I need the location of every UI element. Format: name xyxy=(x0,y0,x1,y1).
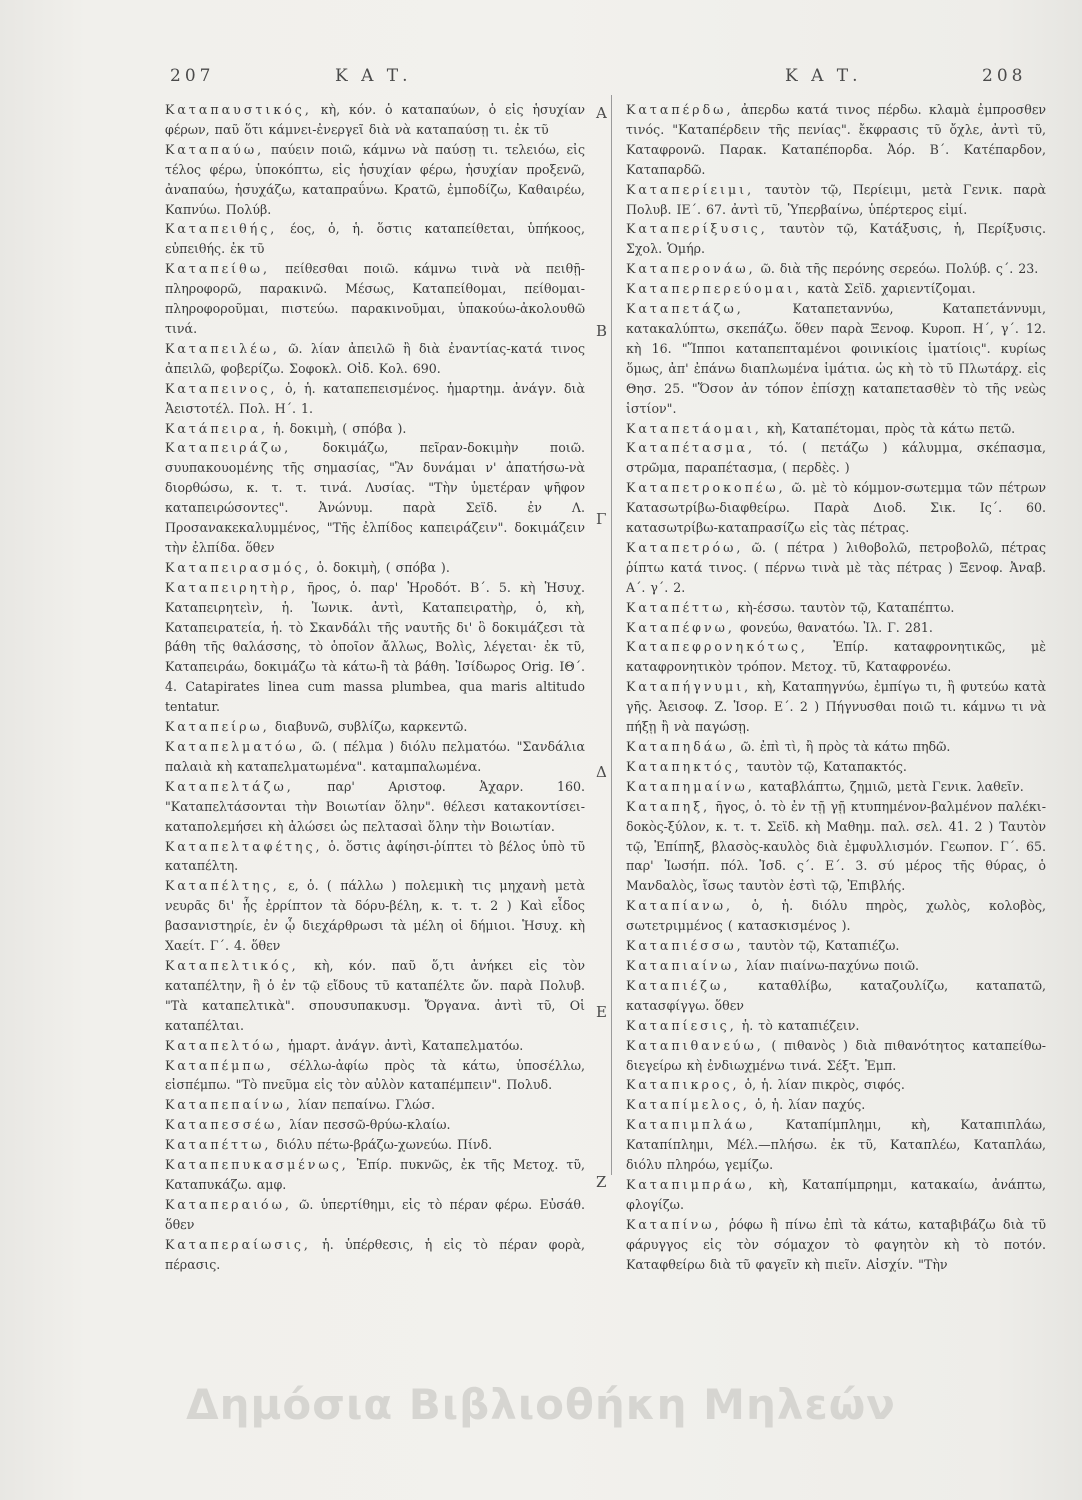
entry-definition: κὴ, Καταπέτομαι, πρὸς τὰ κάτω πετῶ. xyxy=(761,420,1016,436)
entry-headword: Καταπεπαίνω, xyxy=(165,1097,293,1113)
entry-headword: Καταπέττω, xyxy=(626,599,733,615)
dictionary-entry xyxy=(626,1175,1046,1215)
entry-definition: πείθεσθαι ποιῶ. κάμνω τινὰ νὰ πειθῇ-πληροφορῶ, παρακινῶ. Μέσως, Καταπείθομαι, πείθομαι-πληροφοροῦμαι, πιστεύω. παρακινοῦμαι, ὑπακούω-ἀκολουθῶ τινά. xyxy=(165,261,585,336)
entry-headword: Καταπετάομαι, xyxy=(626,420,762,436)
entry-definition: ῆρος, ὁ. παρ' Ἡροδότ. Β΄. 5. κὴ Ἡσυχ. Καταπειρητεὶν, ἡ. Ἰωνικ. ἀντὶ, Καταπειρατὴρ, ὁ, κὴ, Καταπειρατεία, ἡ. τὸ Σκανδάλι τῆς ναυτῆς δι' ὃ δοκιμάζεσι τὰ βάθη τῆς θαλάσσης, τὸ ὁποῖον ἄλλως, Βολὶς, λέγεται· ἐκ τῦ, Καταπειράω, δοκιμάζω τὰ κάτω-ἢ τὰ βάθη. Ἰσίδωρος Orig. ΙΘ΄. 4. Catapirates linea cum massa plumbea, qua maris altitudo tentatur. xyxy=(165,579,585,715)
entry-definition: ῶ. διὰ τῆς περόνης σερεόω. Πολύβ. ς΄. 23. xyxy=(755,261,1039,277)
entry-definition: δοκιμάζω, πεῖραν-δοκιμὴν ποιῶ. συυπακουομένης τῆς σημασίας, "Ἂν δυνάμαι ν' ἀπατήσω-νὰ διορθώσω, κ. τ. τ. τινά. Λυσίας. "Τὴν ὑμετέραν ψῆφον καταπειρώσοντες". Ἀνώνυμ. παρὰ Σεϊδ. ἐν Λ. Προσανακεκαλυμμένος, "Τῆς ἐλπίδος καπειράζειν". δοκιμάζειν τὴν ἐλπίδα. ὅθεν xyxy=(165,440,585,555)
entry-definition: ἡ. δοκιμὴ, ( σπόβα ). xyxy=(268,420,407,436)
dictionary-entry xyxy=(626,100,1046,180)
entry-definition: ὁ, ἡ. λίαν πικρὸς, σιφός. xyxy=(739,1077,905,1093)
dictionary-entry xyxy=(626,598,1046,618)
section-letter-gamma: Γ xyxy=(596,510,607,528)
dictionary-entry xyxy=(165,339,585,379)
entry-definition: ῶ. ἐπὶ τὶ, ἢ πρὸς τὰ κάτω πηδῶ. xyxy=(735,739,951,754)
entry-headword: Καταπαυστικός, xyxy=(165,102,312,117)
entry-definition: κὴ, κόν. παῦ ὅ,τι ἀνήκει εἰς τὸν καταπέλτην, ἢ ὁ ἐν τῷ εἴδους τῦ καταπέλτε ὤν. παρὰ Πολυβ. "Τὰ καταπελτικὰ". σπουσυπακυσμ. Ὄργανα. ἀντὶ τῦ, Οἱ καταπέλται. xyxy=(165,957,585,1033)
entry-headword: Καταπίνω, xyxy=(626,1216,722,1232)
dictionary-entry xyxy=(626,936,1046,956)
entry-definition: έος, ὁ, ἡ. ὅστις καταπείθεται, ὑπήκοος, εὐπειθής. ἐκ τῦ xyxy=(165,221,585,257)
dictionary-entry xyxy=(165,737,585,777)
entry-headword: Καταπειράζω, xyxy=(165,440,292,456)
entry-definition: ὁ. δοκιμὴ, ( σπόβα ). xyxy=(311,559,450,575)
entry-headword: Καταπηδάω, xyxy=(626,739,736,754)
dictionary-entry xyxy=(626,618,1046,638)
entry-definition: ὁ, ἡ. καταπεπεισμένος. ἡμαρτημ. ἀνάγν. διὰ Ἀειστοτέλ. Πολ. Η΄. 1. xyxy=(165,380,585,416)
entry-definition: ῶ. ( πέλμα ) διόλυ πελματόω. "Σανδάλια παλαιὰ κὴ καταπελματωμένα". καταμπαλωμένα. xyxy=(165,739,585,774)
dictionary-entry xyxy=(165,140,585,220)
entry-definition: διαβυνῶ, συβλίζω, καρκεντῶ. xyxy=(269,719,468,735)
entry-definition: ὁ. ὅστις ἀφίησι-ῥίπτει τὸ βέλος ὑπὸ τῦ καταπέλτη. xyxy=(165,838,585,874)
entry-definition: ῶ. μὲ τὸ κόμμον-σωτεμμα τῶν πέτρων Κατασωτρίβω-διαφθείρω. Παρὰ Διοδ. Σικ. Ις΄. 60. κατασωτρίβω-καταπρασίζω εἰς τὰς πέτρας. xyxy=(626,480,1046,536)
entry-headword: Καταπέρδω, xyxy=(626,102,734,117)
entry-headword: Καταπημαίνω, xyxy=(626,778,755,794)
entry-definition: ῶ. ( πέτρα ) λιθοβολῶ, πετροβολῶ, πέτρας ῥίπτω κατά τινος. ( πέρνω τινὰ μὲ τὰς πέτρας ) Ξενοφ. Ἀναβ. Α΄. γ΄. 2. xyxy=(626,539,1046,595)
dictionary-entry xyxy=(165,876,585,956)
entry-definition: καταβλάπτω, ζημιῶ, μετὰ Γενικ. λαθεῖν. xyxy=(754,778,1024,794)
entry-definition: Καταπίμπλημι, κὴ, Καταπιπλάω, Καταπίπλημι, Μέλ.—πλήσω. ἐκ τῦ, Καταπλέω, Καταπλάω, διόλυ πληρόω, γεμίζω. xyxy=(626,1117,1046,1173)
dictionary-entry xyxy=(165,1195,585,1235)
entry-headword: Καταπιμπλάω, xyxy=(626,1117,756,1133)
dictionary-entry xyxy=(165,837,585,877)
left-running-head: Κ Α Τ. xyxy=(335,66,412,86)
entry-definition: κατὰ Σεϊδ. χαριεντίζομαι. xyxy=(802,281,976,297)
entry-definition: τό. ( πετάζω ) κάλυμμα, σκέπασμα, στρῶμα, παραπέτασμα, ( περδὲς. ) xyxy=(626,440,1046,476)
dictionary-entry xyxy=(626,279,1046,299)
entry-headword: Καταπεραιόω, xyxy=(165,1196,292,1212)
entry-definition: κὴ, Καταπηγνύω, ἐμπίγω τι, ἢ φυτεύω κατὰ γῆς. Ἀεισοφ. Ζ. Ἱσορ. Ε΄. 2 ) Πήγνυσθαι ποιῶ τι. κάμνω τι νὰ πήξῃ ἢ νὰ παγώσῃ. xyxy=(626,679,1046,735)
dictionary-entry xyxy=(626,677,1046,737)
dictionary-entry xyxy=(626,976,1046,1016)
dictionary-entry xyxy=(165,100,585,140)
dictionary-entry xyxy=(626,797,1046,897)
dictionary-entry xyxy=(165,777,585,837)
entry-definition: σέλλω-ἀφίω πρὸς τὰ κάτω, ὑποσέλλω, εἰσπέμπω. "Τὸ πνεῦμα εἰς τὸν αὐλὸν καταπέμπειν". Πολυδ. xyxy=(165,1057,585,1093)
entry-headword: Καταπέλτης, xyxy=(165,878,280,894)
entry-definition: ἡ. τὸ καταπιέζειν. xyxy=(736,1017,860,1033)
entry-definition: παρ' Αριστοφ. Ἀχαρν. 160. "Καταπελτάσονται τὴν Βοιωτίαν ὅλην". θέλεσι κατακοντίσει-καταπολεμήσει κὴ ἀλώσει ὡς πελτασαὶ ὅλην τὴν Βοιωτίαν. xyxy=(165,778,585,834)
entry-definition: διόλυ πέτω-βράζω-χωνεύω. Πίνδ. xyxy=(271,1137,493,1153)
dictionary-entry xyxy=(626,180,1046,220)
entry-headword: Καταπιμπράω, xyxy=(626,1176,756,1192)
entry-headword: Καταπειθής, xyxy=(165,221,278,237)
entry-definition: ταυτὸν τῷ, Περίειμι, μετὰ Γενικ. παρὰ Πολυβ. ΙΕ΄. 67. ἀντὶ τῦ, Ὑπερβαίνω, ὑπέρτερος εἰμί. xyxy=(626,181,1046,217)
entry-headword: Καταπιέσσω, xyxy=(626,938,744,954)
entry-definition: κὴ, Καταπίμπρημι, κατακαίω, ἀνάπτω, φλογίζω. xyxy=(626,1176,1046,1212)
entry-headword: Καταπιέζω, xyxy=(626,977,731,993)
dictionary-entry xyxy=(626,1075,1046,1095)
entry-definition: λίαν πεπαίνω. Γλώσ. xyxy=(292,1097,435,1113)
entry-headword: Καταπεπυκασμένως, xyxy=(165,1157,349,1173)
right-running-head: Κ Α Τ. xyxy=(785,66,862,86)
entry-headword: Καταπίμελος, xyxy=(626,1097,750,1113)
entry-definition: ῆγος, ὁ. τὸ ἐν τῇ γῇ κτυπημένον-βαλμένον παλέκι-δοκὸς-ξύλον, κ. τ. τ. Σεϊδ. κὴ Μαθημ. παλ. σελ. 41. 2 ) Ταυτὸν τῷ, Ἐπίπηξ, βλασὸς-καυλὸς διὰ ἐμφυλλισμόν. Γεωπον. Γ΄. 65. παρ' Ἰωσήπ. πόλ. Ἰσδ. ς΄. Ε΄. 3. σύ μέρος τῆς θύρας, ὁ Μανδαλὸς, ἴσως ταυτὸν ἐστὶ τῷ, Ἐπιβλής. xyxy=(626,798,1046,894)
entry-definition: ἀπερδω κατά τινος πέρδω. κλαμὰ ἐμπροσθεν τινός. "Καταπέρδειν τῆς πενίας". ἔκφρασις τῦ ὄχλε, ἀντὶ τῦ, Καταφρονῶ. Παρακ. Καταπέπορδα. Ἀόρ. Β΄. Κατέπαρδον, Καταπαρδῶ. xyxy=(626,102,1046,177)
entry-headword: Καταπελταφέτης, xyxy=(165,838,323,854)
dictionary-entry xyxy=(626,259,1046,279)
right-page-number: 208 xyxy=(982,66,1027,86)
entry-headword: Καταπελτάζω, xyxy=(165,778,294,794)
entry-definition: Καταπεταννύω, Καταπετάννυμι, κατακαλύπτω, σκεπάζω. ὅθεν παρὰ Ξενοφ. Κυροπ. Η΄, γ΄. 12. κὴ 16. "Ἵπποι καταπεπταμένοι φοινικίοις ἱματίοις". κυρίως ὅμως, ἀπ' ἐπάνω διαπλωμένα ἱμάτια. ὡς κὴ τὸ τῦ Πλωτάρχ. εἰς Θησ. 25. "Ὅσον ἀν τόπον ἐπίσχῃ καταπετασθὲν τὸ τῆς νεὼς ἱστίον". xyxy=(626,301,1046,416)
entry-headword: Καταπιαίνω, xyxy=(626,957,741,973)
dictionary-entry xyxy=(165,717,585,737)
entry-headword: Καταπελτόω, xyxy=(165,1037,283,1053)
entry-headword: Καταπικρος, xyxy=(626,1077,740,1093)
dictionary-entry xyxy=(626,1016,1046,1036)
entry-headword: Καταπέφνω, xyxy=(626,619,735,635)
entry-definition: ἡμαρτ. ἀνάγν. ἀντὶ, Καταπελματόω. xyxy=(283,1037,524,1053)
right-column xyxy=(626,100,1046,1274)
entry-definition: καταθλίβω, καταζουλίζω, καταπατῶ, κατασφίγγω. ὅθεν xyxy=(626,977,1046,1013)
dictionary-entry xyxy=(165,1056,585,1096)
entry-definition: κὴ, κόν. ὁ καταπαύων, ὁ εἰς ἡσυχίαν φέρων, παῦ ὅτι κάμνει-ἐνεργεῖ διὰ νὰ καταπαύσῃ τι. ἐκ τῦ xyxy=(165,102,585,137)
entry-headword: Καταπελματόω, xyxy=(165,739,306,754)
entry-headword: Καταπεσσέω, xyxy=(165,1117,285,1133)
dictionary-entry xyxy=(626,1095,1046,1115)
entry-headword: Καταπερίειμι, xyxy=(626,181,755,197)
dictionary-entry xyxy=(165,1235,585,1275)
entry-headword: Καταπερονάω, xyxy=(626,261,756,277)
dictionary-entry xyxy=(165,419,585,439)
section-letter-zeta: Ζ xyxy=(596,1173,607,1191)
dictionary-entry xyxy=(626,637,1046,677)
entry-headword: Καταπεφρονηκότως, xyxy=(626,639,808,655)
column-divider xyxy=(611,95,612,1175)
entry-definition: παύειν ποιῶ, κάμνω νὰ παύσῃ τι. τελειόω, εἰς τέλος φέρω, ὑποκόπτω, εἰς ἡσυχίαν φέρω, ἡσυχίαν προξενῶ, ἀναπαύω, ἡσυχάζω, καταπραΰνω. Κρατῶ, ἐμποδίζω, Καθαιρέω, Καπνύω. Πολύβ. xyxy=(165,141,585,217)
entry-definition: ὁ, ἡ. διόλυ πηρὸς, χωλὸς, κολοβὸς, σωτετριμμένος ( κατασκισμένος ). xyxy=(626,898,1046,934)
dictionary-entry xyxy=(626,1036,1046,1076)
section-letter-beta: Β xyxy=(596,322,608,340)
entry-headword: Καταπείρω, xyxy=(165,719,270,735)
entry-definition: ῶ. λίαν ἀπειλῶ ἢ διὰ ἐναντίας-κατά τινος ἀπειλῶ, φοβερίζω. Σοφοκλ. Οἰδ. Κολ. 690. xyxy=(165,340,585,376)
entry-definition: ταυτὸν τῷ, Καταπακτός. xyxy=(741,758,907,774)
entry-definition: ῶ. ὑπερτίθημι, εἰς τὸ πέραν φέρω. Εὐσάθ. ὅθεν xyxy=(165,1196,585,1232)
dictionary-entry xyxy=(165,1155,585,1195)
entry-definition: φονεύω, θανατόω. Ἰλ. Γ. 281. xyxy=(734,619,933,635)
entry-headword: Καταπηκτός, xyxy=(626,758,742,774)
dictionary-entry xyxy=(626,956,1046,976)
dictionary-entry xyxy=(626,757,1046,777)
entry-headword: Καταπετροκοπέω, xyxy=(626,480,786,496)
entry-headword: Καταπετρόω, xyxy=(626,539,744,555)
entry-headword: Καταπαύω, xyxy=(165,141,265,157)
entry-headword: Καταπερπερεύομαι, xyxy=(626,281,803,297)
entry-definition: ( πιθανὸς ) διὰ πιθανότητος καταπείθω-διεγείρω κὴ ἐνδιωχμένω τινά. Σέξτ. Ἐμπ. xyxy=(626,1037,1046,1073)
entry-headword: Καταπέτασμα, xyxy=(626,440,755,456)
entry-headword: Καταπελτικός, xyxy=(165,957,299,973)
entry-definition: ῥόφω ἢ πίνω ἐπὶ τὰ κάτω, καταβιβάζω διὰ τῦ φάρυγγος εἰς τὸν σόμαχον τὸ φαγητὸν κὴ τὸ ποτόν. Καταφθείρω διὰ τῦ φαγεῖν κὴ πιεῖν. Αἰσχίν. "Τὴν xyxy=(626,1216,1046,1272)
entry-headword: Καταπειρασμός, xyxy=(165,559,312,575)
dictionary-entry xyxy=(626,538,1046,598)
entry-headword: Καταπήγνυμι, xyxy=(626,679,752,695)
dictionary-entry xyxy=(626,777,1046,797)
entry-definition: ε, ὁ. ( πάλλω ) πολεμικὴ τις μηχανὴ μετὰ νευρᾶς δι' ἧς ἐρρίπτον τὰ δόρυ-βέλη, κ. τ. τ. 2 ) Καὶ εἶδος βασανιστηρίε, ἐν ᾧ διεχάρθρωσι τὰ μέλη οἱ δήμιοι. Ἡσυχ. κὴ Χαείτ. Γ΄. 4. ὅθεν xyxy=(165,878,585,954)
dictionary-entry xyxy=(165,578,585,717)
entry-headword: Καταπίανω, xyxy=(626,898,734,914)
left-page-number: 207 xyxy=(170,66,215,86)
entry-definition: ὁ, ἡ. λίαν παχύς. xyxy=(749,1097,866,1113)
dictionary-entry xyxy=(626,478,1046,538)
dictionary-entry xyxy=(165,259,585,339)
entry-headword: Καταπετάζω, xyxy=(626,301,744,317)
entry-definition: ἡ. ὑπέρθεσις, ἡ εἰς τὸ πέραν φορὰ, πέρασις. xyxy=(165,1236,585,1272)
left-column xyxy=(165,100,585,1274)
entry-headword: Καταπειλέω, xyxy=(165,340,280,356)
entry-headword: Κατάπειρα, xyxy=(165,420,269,436)
dictionary-entry xyxy=(165,379,585,419)
dictionary-entry xyxy=(165,438,585,557)
dictionary-entry xyxy=(626,1115,1046,1175)
entry-headword: Καταπείθω, xyxy=(165,261,270,277)
section-letter-alpha: Α xyxy=(596,104,607,122)
entry-definition: Ἐπίρ. καταφρονητικῶς, μὲ καταφρονητικὸν τρόπον. Μετοχ. τῦ, Καταφρονέω. xyxy=(626,639,1046,675)
entry-headword: Καταπεινος, xyxy=(165,380,278,396)
dictionary-entry xyxy=(626,737,1046,757)
dictionary-entry xyxy=(165,956,585,1036)
dictionary-entry xyxy=(165,1135,585,1155)
dictionary-entry xyxy=(626,438,1046,478)
entry-definition: ταυτὸν τῷ, Καταπιέζω. xyxy=(743,938,900,954)
dictionary-entry xyxy=(626,219,1046,259)
section-letter-epsilon: Ε xyxy=(596,1003,607,1021)
entry-definition: λίαν πιαίνω-παχύνω ποιῶ. xyxy=(740,957,919,973)
entry-headword: Καταπέττω, xyxy=(165,1137,272,1153)
dictionary-entry xyxy=(165,219,585,259)
entry-definition: Ἐπίρ. πυκνῶς, ἐκ τῆς Μετοχ. τῦ, Καταπυκάζω. αμφ. xyxy=(165,1157,585,1192)
entry-definition: ταυτὸν τῷ, Κατάξυσις, ἡ, Περίξυσις. Σχολ. Ὁμήρ. xyxy=(626,221,1046,257)
dictionary-entry xyxy=(165,1036,585,1056)
entry-headword: Καταπηξ, xyxy=(626,798,711,814)
entry-headword: Καταπειρητὴρ, xyxy=(165,579,298,595)
dictionary-entry xyxy=(626,299,1046,418)
entry-headword: Καταπιθανεύω, xyxy=(626,1037,764,1053)
dictionary-entry xyxy=(165,558,585,578)
entry-headword: Καταπεραίωσις, xyxy=(165,1236,311,1252)
dictionary-entry xyxy=(626,1215,1046,1275)
section-letter-delta: Δ xyxy=(596,763,607,781)
dictionary-entry xyxy=(626,896,1046,936)
library-watermark: Δημόσια Βιβλιοθήκη Μηλεών xyxy=(186,1380,896,1429)
dictionary-entry xyxy=(626,419,1046,439)
entry-headword: Καταπερίξυσις, xyxy=(626,221,768,237)
dictionary-entry xyxy=(165,1115,585,1135)
entry-headword: Καταπέμπω, xyxy=(165,1057,274,1073)
dictionary-entry xyxy=(165,1095,585,1115)
entry-headword: Καταπίεσις, xyxy=(626,1017,737,1033)
entry-definition: λίαν πεσσῶ-θρύω-κλαίω. xyxy=(284,1117,451,1133)
entry-definition: κὴ-έσσω. ταυτὸν τῷ, Καταπέπτω. xyxy=(732,599,955,615)
